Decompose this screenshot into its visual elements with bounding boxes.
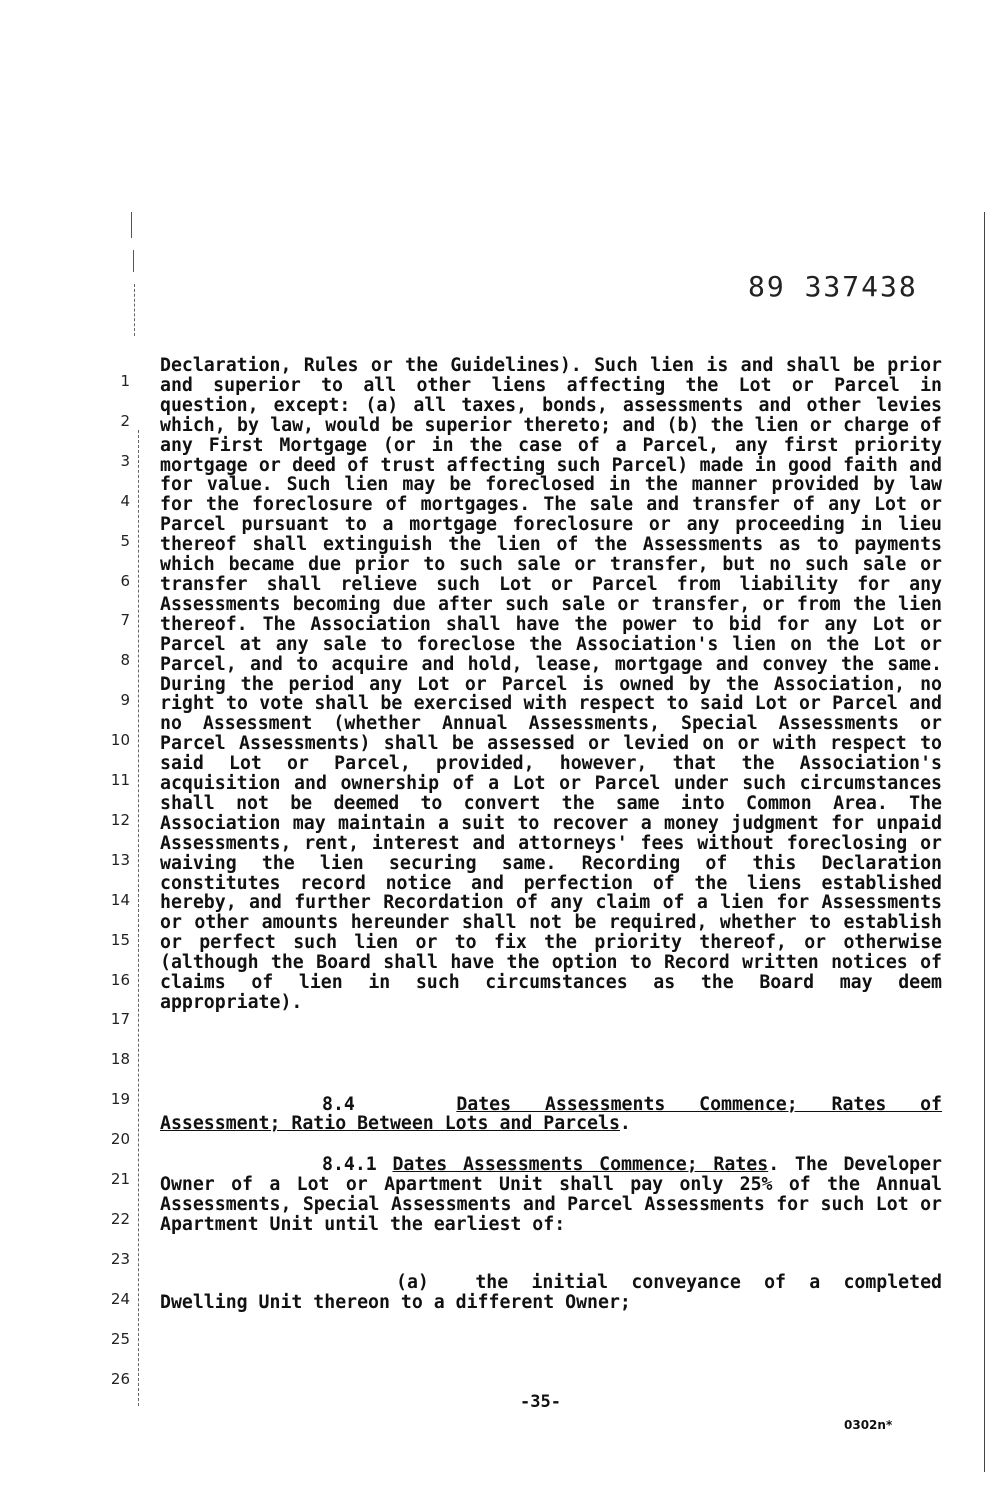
line-number: 14 xyxy=(110,890,130,909)
line-number: 6 xyxy=(120,571,130,590)
line-number: 4 xyxy=(120,491,130,510)
line-number: 15 xyxy=(110,930,130,949)
subsection-title: Dates Assessments Commence; Rates xyxy=(392,1154,769,1175)
line-number: 5 xyxy=(120,531,130,550)
item-label: (a) xyxy=(396,1272,429,1293)
line-number: 21 xyxy=(110,1170,130,1188)
line-number: 12 xyxy=(110,810,130,829)
left-margin-rule xyxy=(134,284,136,336)
section-title-line2: Assessment; Ratio Between Lots and Parcels xyxy=(160,1113,620,1134)
line-number: 16 xyxy=(110,970,130,989)
right-margin-rule xyxy=(984,212,985,1472)
line-number: 22 xyxy=(110,1209,130,1228)
line-number: 25 xyxy=(110,1329,130,1348)
line-number: 1 xyxy=(120,372,130,390)
line-number: 17 xyxy=(110,1010,130,1029)
item-a xyxy=(160,1273,942,1313)
line-number: 9 xyxy=(120,691,130,710)
section-8-4-heading xyxy=(160,1095,942,1133)
subsection-text: . The Developer Owner of a Lot or Apartment Unit shall pay only 25% of the Annual Assessments, Special Assessments and Parcel Assessments for such Lot or Apartment Unit until the earliest of: xyxy=(160,1154,943,1235)
line-number: 8 xyxy=(120,651,130,670)
item-text-line2: Dwelling Unit thereon to a different Owner; xyxy=(160,1291,631,1313)
recording-number: 89 337438 xyxy=(748,270,918,303)
section-8-4-1 xyxy=(160,1155,942,1235)
section-number: 8.4 xyxy=(322,1094,355,1115)
line-number: 2 xyxy=(120,411,130,430)
line-number: 20 xyxy=(110,1130,130,1149)
line-number: 11 xyxy=(110,771,130,789)
line-number: 18 xyxy=(110,1050,130,1069)
line-number: 26 xyxy=(110,1369,130,1388)
section-title-period: . xyxy=(619,1113,631,1134)
item-text-line1: the initial conveyance of a completed xyxy=(475,1272,942,1293)
page-number: -35- xyxy=(520,1392,561,1412)
line-number: 10 xyxy=(110,731,130,750)
paragraph-text: Declaration, Rules or the Guidelines). Such lien is and shall be prior and superior to all other liens affecting the Lot or Parcel in question, except: (a) all taxes, bonds, assessments and other levies which, by law, would be superior thereto; and (b) the lien or charge of any First Mortgage (or in the case of a Parcel, any first priority mortgage or deed of trust affecting such Parcel) made in good faith and for value. Such lien may be foreclosed in the manner provided by law for the foreclosure of mortgages. The sale and transfer of any Lot or Parcel pursuant to a mortgage foreclosure or any proceeding in lieu thereof shall extinguish the lien of the Assessments as to payments which became due prior to such sale or transfer, but no such sale or transfer shall relieve such Lot or Parcel from liability for any Assessments becoming due after such sale or transfer, or from the lien thereof. The Association shall have the power to bid for any Lot or Parcel at any sale to foreclose the Association's lien on the Lot or Parcel, and to acquire and hold, lease, mortgage and convey the same. During the period any Lot or Parcel is owned by the Association, no right to vote shall be exercised with respect to said Lot or Parcel and no Assessment (whether Annual Assessments, Special Assessments or Parcel Assessments) shall be assessed or levied on or with respect to said Lot or Parcel, provided, however, that the Association's acquisition and ownership of a Lot or Parcel under such circumstances shall not be deemed to convert the same into Common Area. The Association may maintain a suit to recover a money judgment for unpaid Assessments, rent, interest and attorneys' fees without foreclosing or waiving the lien securing same. Recording of this Declaration constitutes record notice and perfection of the liens established hereby, and further Recordation of any claim of a lien for Assessments or other amounts hereunder shall not be required, whether to establish or perfect such lien or to fix the priority thereof, or otherwise (although the Board shall have the option to Record written notices of claims of lien in such circumstances as the Board may deem appropriate). xyxy=(160,355,942,1013)
left-margin-rule xyxy=(138,430,140,1406)
left-margin-rule xyxy=(131,212,132,238)
main-paragraph xyxy=(160,356,942,1013)
line-number: 13 xyxy=(110,850,130,869)
left-margin-rule xyxy=(133,250,134,272)
line-number: 7 xyxy=(120,611,130,630)
line-number: 19 xyxy=(110,1090,130,1109)
document-code: 0302n* xyxy=(844,1418,893,1432)
subsection-number: 8.4.1 xyxy=(322,1154,377,1175)
section-title-line1: Dates Assessments Commence; Rates of xyxy=(456,1094,942,1115)
line-number: 23 xyxy=(110,1249,130,1268)
line-number: 24 xyxy=(110,1289,130,1308)
line-number: 3 xyxy=(120,451,130,470)
